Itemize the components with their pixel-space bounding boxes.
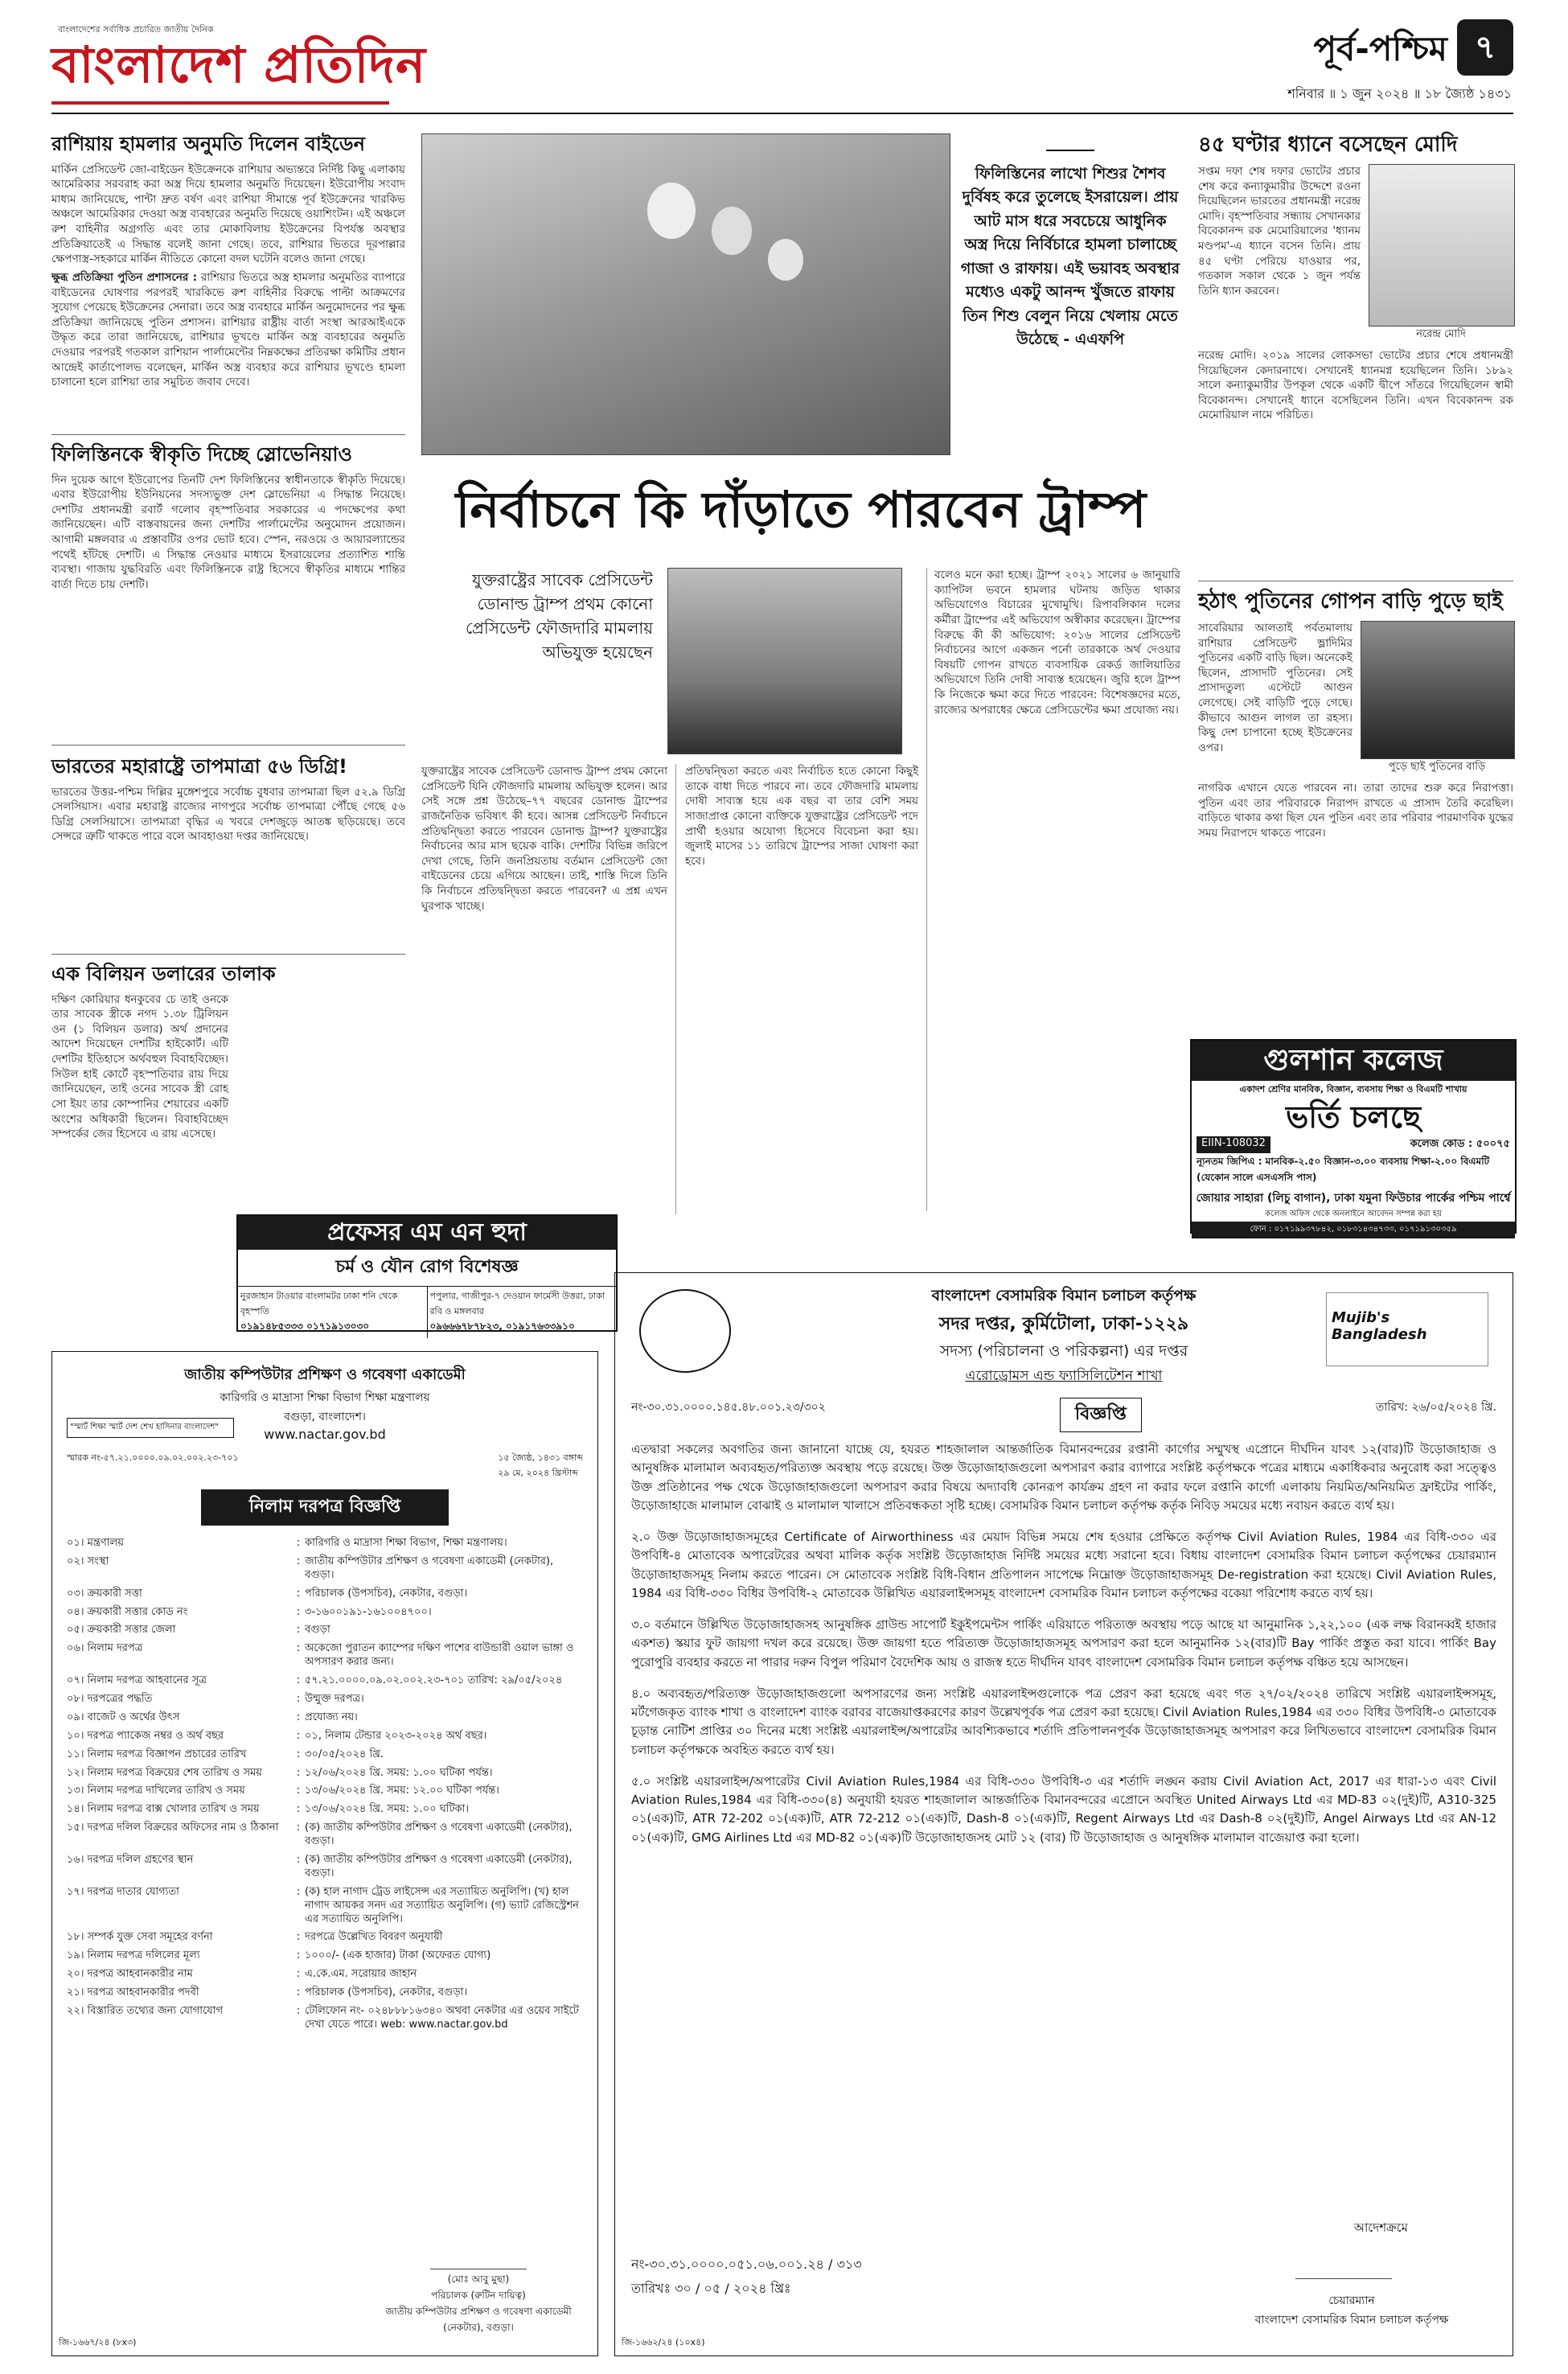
tender-row-colon: : <box>296 1785 301 1797</box>
tender-row-label: ০৪। ক্রয়কারী সত্তার কোড নং <box>67 1605 188 1618</box>
article-biden <box>51 133 405 390</box>
body-trump-1: যুক্তরাষ্ট্রের সাবেক প্রেসিডেন্ট ডোনাল্ড ট্রাম্প প্রথম কোনো প্রেসিডেন্ট যিনি ফৌজদারি মামলায় অভিযুক্ত হলেন। আর সেই সঙ্গে প্রশ্ন উঠেছে–৭৭ বছরের ডোনাল্ড ট্রাম্পের রাজনৈতিক ভবিষ্যৎ কী হবে। আসন্ন প্রেসিডেন্ট নির্বাচনে প্রতিদ্বন্দ্বিতা করতে পারবেন ডোনাল্ড ট্রাম্প? যুক্তরাষ্ট্রের নির্বাচনের আর মাস ছয়েক বাকি। দেশটির বিভিন্ন জরিপে দেখা গেছে, তিনি জনপ্রিয়তায় বর্তমান প্রেসিডেন্ট জো বাইডেনের চেয়ে এগিয়ে আছেন। তাই, শাস্তি দিলে তিনি কি নির্বাচনে প্রতিদ্বন্দ্বিতা করতে পারবেন? এ প্রশ্ন এখন ঘুরপাক খাচ্ছে। <box>421 765 667 913</box>
tender-row-value: জাতীয় কম্পিউটার প্রশিক্ষণ ও গবেষণা একাডেমী (নেকটার), বগুড়া। <box>305 1555 554 1581</box>
tender-row <box>67 1785 583 1798</box>
tender-row <box>67 1642 583 1670</box>
tender-date-1: ১৫ জ্যৈষ্ঠ, ১৪৩১ বঙ্গাব্দ <box>498 1452 583 1463</box>
tender-row-value: ১৩/০৬/২০২৪ খ্রি. সময়: ১২.০০ ঘটিকা পর্যন্ত। <box>305 1785 499 1797</box>
caab-org: বাংলাদেশ বেসামরিক বিমান চলাচল কর্তৃপক্ষ <box>931 1287 1197 1304</box>
tender-row-colon: : <box>296 1766 301 1779</box>
gulshan-phone: ফোন : ০১৭১৯৯৩৭৮৪২, ০১৮৩১৪৩৪৭৩৩, ০১৭১৯১৩০৩৫৯ <box>1192 1222 1515 1238</box>
caab-paragraph: ২.০ উক্ত উড়োজাহাজসমূহের Certificate of Airworthiness এর মেয়াদ বিভিন্ন সময়ে শেষ হওয়ার প্রেক্ষিতে কর্তৃপক্ষ Civil Aviation Rules, 1984 এর বিধি-৩৩০ এর উপবিধি-৪ মোতাবেক অপারেটরের অথবা মালিক কর্তৃক সংশ্লিষ্ট উড়োজাহাজ নির্দিষ্ট সময়ের মধ্যে সরানো হবে। বিধায় বাংলাদেশ বেসামরিক বিমান চলাচল কর্তৃপক্ষের চেয়ারম্যান উড়োজাহাজসমূহ নিলাম করতে পারেন। সে মোতাবেক সংশ্লিষ্ট বিধি-বিধান প্রতিপালন সাপেক্ষে নিম্নোক্ত উড়োজাহাজসমূহ De-registration করা হয়েছে। Civil Aviation Rules, 1984 এর বিধি-৩৩০ বিধির উপবিধি-২ মোতাবেক উল্লিখিত এয়ারলাইন্সসমূহ বাংলাদেশ বেসামরিক বিমান চলাচল কর্তৃপক্ষের বকেয়া পরিশোধ করতে ব্যর্থ হয়। <box>631 1530 1496 1600</box>
tender-row-label: ০৯। বাজেট ও অর্থের উৎস <box>67 1711 180 1723</box>
tender-row-value: ১২/০৬/২০২৪ খ্রি. সময়: ১.০০ ঘটিকা পর্যন্ত। <box>305 1766 493 1779</box>
col-rule-trump-2 <box>926 568 927 1211</box>
tender-row-value: (ক) হাল নাগাদ ট্রেড লাইসেন্স এর সত্যায়িত অনুলিপি। (খ) হাল নাগাদ আয়কর সনদ এর সত্যায়িত অনুলিপি। (গ) ভ্যাট রেজিস্ট্রেশন এর সত্যায়িত অনুলিপি। <box>305 1885 579 1925</box>
tender-row <box>67 1555 583 1583</box>
tender-row-value: ৩-১৬০০১৯১-১৬১০০৪৭০০। <box>305 1605 432 1618</box>
ad-gulshan-college <box>1190 1039 1517 1234</box>
tender-row-value: বগুড়া <box>305 1624 330 1637</box>
body-biden-2 <box>51 270 405 390</box>
tender-ref: স্মারক নং-৫৭.২১.০০০০.০৯.০২.০০২.২৩-৭০১ <box>67 1452 239 1463</box>
tender-row <box>67 1711 583 1725</box>
section-title: পূর্ব-পশ্চিম <box>1313 29 1447 68</box>
photo-modi <box>1369 164 1515 327</box>
tender-row-value: ১০০০/- (এক হাজার) টাকা (অফেরত যোগ্য) <box>305 1949 491 1962</box>
tender-row-colon: : <box>296 1624 301 1637</box>
gulshan-online: কলেজ অফিস থেকে অনলাইনে আবেদন সম্পন্ন করা হয় <box>1265 1209 1442 1218</box>
tender-row <box>67 1674 583 1688</box>
caab-ref: নং-৩০.৩১.০০০০.১৪৫.৪৮.০০১.২৩/৩০২ <box>631 1401 826 1414</box>
page-number: ৭ <box>1457 19 1513 76</box>
tender-row <box>67 1886 583 1927</box>
rule-3 <box>51 954 405 955</box>
caab-paragraph: ৫.০ সংশ্লিষ্ট এয়ারলাইন্স/অপারেটর Civil Aviation Rules,1984 এর বিধি-৩৩০ উপবিধি-৩ এর শর্তাদি লঙ্ঘন করায় Civil Aviation Act, 2017 এর ধারা-১৩ এবং Civil Aviation Rules,1984 এর বিধি-৩৩০(৪) অনুযায়ী হযরত শাহজালাল আন্তর্জাতিক বিমানবন্দরের এপ্রোনে অবস্থিত United Airways Ltd এর MD-83 ০২(দুই)টি, A310-325 ০১(এক)টি, ATR 72-202 ০১(এক)টি, ATR 72-212 ০১(এক)টি, Dash-8 ০১(এক)টি, Regent Airways Ltd এর Dash-8 ০২(দুই)টি, Angel Airways Ltd এর AN-12 ০১(এক)টি, GMG Airlines Ltd এর MD-82 ০১(এক)টি উড়োজাহাজসহ মোট ১২ (বার) টি উড়োজাহাজ ও আনুষঙ্গিক মালামাল বাজেয়াপ্ত করা হলো। <box>631 1773 1496 1845</box>
balloon-1 <box>647 183 696 239</box>
gaza-quote: ফিলিস্তিনের লাখো শিশুর শৈশব দুর্বিষহ করে তুলেছে ইসরায়েল। প্রায় আট মাস ধরে সবচেয়ে আধুনিক অস্ত্র দিয়ে নির্বিচারে হামলা চালাচ্ছে গাজা ও রাফায়। এই ভয়াবহ অবস্থার মধ্যেও একটু আনন্দ খুঁজতে রাফায় তিন শিশু বেলুন নিয়ে খেলায় মেতে উঠেছে - এএফপি <box>960 165 1180 349</box>
balloon-3 <box>768 239 803 281</box>
tender-row <box>67 1537 583 1550</box>
doctor-chamber-1: নুরজাহান টাওয়ার বাংলামটর ঢাকা শনি থেকে বৃহস্পতি <box>240 1291 398 1316</box>
rule-gaza-top <box>1046 150 1094 151</box>
caab-mujib-text: Mujib's Bangladesh <box>1332 1309 1427 1343</box>
gulshan-fees: ন্যূনতম জিপিএ : মানবিক-২.৫০ বিজ্ঞান-৩.০০ ব্যবসায় শিক্ষা-২.০০ বিএমটি (যেকোন সালে এসএসসি পাস) <box>1197 1155 1490 1183</box>
caab-paragraph: ৩.০ বর্তমানে উল্লিখিত উড়োজাহাজসহ আনুষঙ্গিক গ্রাউন্ড সাপোর্ট ইকুইপমেন্টস পার্কিং এরিয়াতে পরিত্যক্ত অবস্থায় পড়ে আছে যা আনুমানিক ১,২২,১০০ (এক লক্ষ বিরানব্বই হাজার একশত) স্কয়ার ফুট জায়গা দখল করে রয়েছে। উক্ত জায়গা হতে পরিত্যক্ত উড়োজাহাজসমূহ অপসারণ করা হলে আনুমানিক ১২(বার)টি Bay পার্কিং প্রস্তুত করা যাবে। পার্কিং Bay পুরোপুরি ব্যবহার করতে না পারার দরুন বিপুল পরিমাণ বৈদেশিক আয় ও রাজস্ব হতে দীর্ঘদিন যাবৎ বাংলাদেশ বেসামরিক বিমান চলাচল কর্তৃপক্ষ বঞ্চিত হয়ে আসছেন। <box>631 1617 1496 1670</box>
tender-row-label: ০৩। ক্রয়কারী সত্তা <box>67 1587 142 1600</box>
article-billion <box>51 963 276 1142</box>
tender-row-colon: : <box>296 1748 301 1760</box>
headline-billion: এক বিলিয়ন ডলারের তালাক <box>51 963 276 985</box>
tender-sign-org: জাতীয় কম্পিউটার প্রশিক্ষণ ও গবেষণা একাডেমী (নেকটার), বগুড়া। <box>385 2306 572 2333</box>
caab-office: সদস্য (পরিচালনা ও পরিকল্পনা) এর দপ্তর <box>939 1342 1188 1360</box>
tender-row-value: কারিগরি ও মাদ্রাসা শিক্ষা বিভাগ, শিক্ষা মন্ত্রণালয়। <box>305 1537 507 1549</box>
tender-row-colon: : <box>296 1931 301 1944</box>
headline-trump: নির্বাচনে কি দাঁড়াতে পারবেন ট্রাম্প <box>455 480 1147 539</box>
caab-sign-org: বাংলাদেশ বেসামরিক বিমান চলাচল কর্তৃপক্ষ <box>1254 2314 1449 2327</box>
gulshan-eiin: EIIN-108032 <box>1197 1136 1270 1153</box>
caab-sign-title: চেয়ারম্যান <box>1328 2294 1375 2307</box>
tender-row-value: টেলিফোন নং- ০২৪৮৮৮১৬৩৪০ অথবা নেকটার এর ওয়েব সাইটে দেখা যেতে পারে। web: www.nactar.gov.bd <box>305 2005 579 2031</box>
tender-row-label: ০২। সংস্থা <box>67 1555 109 1567</box>
doctor-phone-2: ০৯৬৬৬৭৮৭৮২৩, ০১৯১৭৬৩৩৯১০ <box>429 1320 575 1332</box>
tender-slogan: "স্মার্ট শিক্ষা স্মার্ট দেশ শেখ হাসিনার বাংলাদেশ" <box>67 1418 234 1438</box>
masthead-underline <box>51 101 389 105</box>
tender-row-label: ২২। বিস্তারিত তথ্যের জন্য যোগাযোগ <box>67 2005 224 2018</box>
caption-modi: নরেন্দ্র মোদি <box>1416 327 1466 340</box>
tender-row-label: ০৬। নিলাম দরপত্র <box>67 1642 143 1655</box>
tender-row <box>67 1803 583 1817</box>
body-biden: মার্কিন প্রেসিডেন্ট জো-বাইডেন ইউক্রেনকে রাশিয়ার অভ্যন্তরে নির্দিষ্ট কিছু এলাকায় আমেরিকার সরবরাহ করা অস্ত্র দিয়ে হামলার অনুমতি দিয়েছেন। ইউরোপীয় সংবাদ মাধ্যম জানিয়েছে, পান্টা দ্রুত বর্ষণ এবং রাশিয়া সীমান্তে পূর্ব ইউক্রেনের খারকিভ অঞ্চলে আমেরিকার দেওয়া অস্ত্র ব্যবহারের অনুমতি দিয়েছে ওয়াশিংটন। এই অঞ্চলে রুশ বাহিনীর অগ্রগতি এবং তার মোকাবিলায় ইউক্রেনের বিপর্যস্ত অবস্থার প্রতিক্রিয়াতেই এ সিদ্ধান্ত বলেই জানা গেছে। তবে, রাশিয়ার ভিতরে দূরপাল্লার ক্ষেপণাস্ত্র-সহকারে মার্কিন নীতিতে কোনো বদল ঘটেনি বলেও জানা গেছে। <box>51 162 405 266</box>
tender-row-value: পরিচালক (উপসচিব), নেকটার, বগুড়া। <box>305 1587 468 1600</box>
tender-row-colon: : <box>296 1854 301 1867</box>
tender-row-label: ১৮। সম্পর্ক যুক্ত সেবা সমূহের বর্ণনা <box>67 1931 213 1944</box>
tender-ministry: কারিগরি ও মাদ্রাসা শিক্ষা বিভাগ শিক্ষা মন্ত্রণালয় <box>220 1391 430 1404</box>
tender-row-colon: : <box>296 1729 301 1742</box>
tender-web[interactable]: www.nactar.gov.bd <box>264 1427 386 1442</box>
article-slovenia <box>51 444 405 593</box>
tender-row-colon: : <box>296 1986 301 1999</box>
tender-row-value: ১৩/০৬/২০২৪ খ্রি. সময়: ১.০০ ঘটিকা। <box>305 1803 470 1816</box>
tender-row <box>67 1587 583 1601</box>
caab-title: বিজ্ঞপ্তি <box>1060 1398 1142 1432</box>
body-modi: সপ্তম দফা শেষ দফার ভোটের প্রচার শেষ করে কন্যাকুমারীর উদ্দেশে রওনা দিয়েছিলেন ভারতের প্রধানমন্ত্রী নরেন্দ্র মোদি। বৃহস্পতিবার সন্ধ্যায় সেখানকার বিবেকানন্দ রক মেমোরিয়ালের 'ধ্যানম মণ্ডপম'-এ ধ্যানে বসেন তিনি। প্রায় ৪৫ ঘণ্টা পেরিয়ে যাওয়ার পর, গতকাল সকাল থেকে ১ জুন পর্যন্ত তিনি ধ্যান করবেন। <box>1198 164 1361 298</box>
tender-row-label: ২১। দরপত্র আহবানকারীর পদবী <box>67 1986 199 1999</box>
tender-row <box>67 1822 583 1849</box>
tender-row-value: (ক) জাতীয় কম্পিউটার প্রশিক্ষণ ও গবেষণা একাডেমী (নেকটার), বগুড়া। <box>305 1854 573 1879</box>
gulshan-code: কলেজ কোড : ৫০০৭৫ <box>1410 1137 1510 1150</box>
tender-row <box>67 1624 583 1637</box>
tender-row-label: ১২। নিলাম দরপত্র বিক্রয়ের শেষ তারিখ ও সময় <box>67 1766 262 1779</box>
tender-row-colon: : <box>296 1587 301 1600</box>
tender-row <box>67 1748 583 1762</box>
tender-notice <box>51 1351 598 2356</box>
caab-ref-2: নং-৩০.৩১.০০০০.০৫১.০৬.০০১.২৪ / ৩১৩ <box>631 2257 862 2272</box>
tender-row-label: ১১। নিলাম দরপত্র বিজ্ঞাপন প্রচারের তারিখ <box>67 1748 247 1760</box>
tender-row-value: এ.কে.এম. সরোয়ার জাহান <box>305 1968 417 1981</box>
tender-row <box>67 1931 583 1945</box>
tender-row-label: ০৮। দরপত্রের পদ্ধতি <box>67 1693 153 1706</box>
tender-row-colon: : <box>296 1822 301 1834</box>
article-gaza <box>960 133 1180 352</box>
tender-location: বগুড়া, বাংলাদেশ। <box>284 1411 366 1423</box>
doctor-name: প্রফেসর এম এন হুদা <box>238 1216 616 1250</box>
tender-row-label: ০৭। নিলাম দরপত্র আহবানের সূত্র <box>67 1674 207 1687</box>
caab-date-2: তারিখঃ ৩০ / ০৫ / ২০২৪ খ্রিঃ <box>631 2281 791 2296</box>
tender-row <box>67 1968 583 1982</box>
tender-row <box>67 1854 583 1881</box>
tender-row-label: ১৩। নিলাম দরপত্র দাখিলের তারিখ ও সময় <box>67 1785 245 1797</box>
caab-code: জি-১৬৬২/২৪ (১০x৪) <box>622 2337 705 2347</box>
rule-1 <box>51 434 405 435</box>
tender-row-colon: : <box>296 1885 301 1898</box>
tender-table <box>67 1537 583 2032</box>
body-biden-2-text: রাশিয়ার ভিতরে অস্ত্র হামলার অনুমতির ব্যাপারে বাইডেনের ঘোষণার পরপরই খারকিভে রুশ বাহিনীর বিরুদ্ধে পাল্টা আক্রমণের সুযোগ পেয়েছে ইউক্রেনের সেনারা। তবে অস্ত্র ব্যবহারে মার্কিন অনুমোদনের পর ক্ষুব্ধ প্রতিক্রিয়া জানিয়েছে পুতিন প্রশাসন। রাশিয়ার রাষ্ট্রীয় বার্তা সংস্থা আরআইএকে উদ্ধৃত করে তারা জানিয়েছে, রাশিয়ার ভূখণ্ডে মার্কিন অস্ত্র ব্যবহারের অনুমতি দেওয়ার পরপরই গতকাল রাশিয়ান পার্লামেন্টের নিম্নকক্ষের প্রতিরক্ষা কমিটির প্রধান আন্দ্রেই কার্তাপোলভ বলেছেন, মার্কিন অস্ত্র ব্যবহার করে রাশিয়ার ভূখণ্ডে হামলা চালানো হলে রাশিয়া তার সমুচিত জবাব দেবে। <box>51 270 405 389</box>
tender-row <box>67 1693 583 1707</box>
gulshan-admission: ভর্তি চলছে <box>1285 1099 1422 1135</box>
tender-row-label: ১৯। নিলাম দরপত্র দলিলের মূল্য <box>67 1949 200 1962</box>
tender-signature <box>430 2245 527 2269</box>
caab-date: তারিখ: ২৬/০৫/২০২৪ খ্রি. <box>1375 1401 1496 1414</box>
tender-row-label: ১০। দরপত্র প্যাকেজ নম্বর ও অর্থ বছর <box>67 1729 224 1742</box>
tender-row <box>67 1767 583 1780</box>
caab-body <box>631 1440 1496 1847</box>
article-putin <box>1198 590 1513 840</box>
tender-row-label: ১৪। নিলাম দরপত্র বাক্স খোলার তারিখ ও সময় <box>67 1803 260 1816</box>
body-trump-2: প্রতিদ্বন্দ্বিতা করতে এবং নির্বাচিত হতে কোনো কিছুই তাকে বাধা দিতে পারবে না। তবে ফৌজদারি মামলায় দোষী সাব্যস্ত হয়ে এক বছর বা তার বেশি সময় সাজাপ্রাপ্ত কোনো ব্যক্তিকে যুক্তরাষ্ট্রের প্রেসিডেন্ট পদে প্রার্থী হওয়ার অযোগ্য হিসেবে বিবেচনা করা হয়। জুলাই মাসের ১১ তারিখে ট্রাম্পের সাজা ঘোষণা করা হবে। <box>685 765 918 868</box>
tender-row-colon: : <box>296 1674 301 1687</box>
trump-intro: যুক্তরাষ্ট্রের সাবেক প্রেসিডেন্ট ডোনাল্ড ট্রাম্প প্রথম কোনো প্রেসিডেন্ট ফৌজদারি মামলায় অভিযুক্ত হয়েছেন <box>465 570 653 662</box>
headline-putin: হঠাৎ পুতিনের গোপন বাড়ি পুড়ে ছাই <box>1198 589 1503 614</box>
tender-row-value: দরপত্রে উল্লেখিত বিবরণ অনুযায়ী <box>305 1931 443 1944</box>
body-modi-2: নরেন্দ্র মোদি। ২০১৯ সালের লোকসভা ভোটের প্রচার শেষে প্রধানমন্ত্রী গিয়েছিলেন কেদারনাথে। সেখানেই ধ্যানমগ্ন হয়েছিলেন তিনি। ১৮৯২ সালে কন্যাকুমারীর উপকূল থেকে একটি দ্বীপে সাঁতরে গিয়েছিলেন স্বামী বিবেকানন্দ। সেখানেই ধ্যানে বসেছিলেন তিনি। এখন বিবেকানন্দ রক মেমোরিয়াল নামে পরিচিত। <box>1198 348 1513 422</box>
photo-trump <box>667 568 902 754</box>
headline-modi: ৪৫ ঘণ্টার ধ্যানে বসেছেন মোদি <box>1198 133 1458 157</box>
body-trump-3: বলেও মনে করা হচ্ছে। ট্রাম্প ২০২১ সালের ৬ জানুয়ারি ক্যাপিটল ভবনে হামলার ঘটনায় জড়িত থাকার অভিযোগেও বিচারের মুখোমুখি। রিপাবলিকান দলের কর্মীরা ট্রাম্পের এই অভিযোগ অস্বীকার করেছেন। ট্রাম্পের বিরুদ্ধে কী কী অভিযোগ: ২০১৬ সালের প্রেসিডেন্ট নির্বাচনের আগে একজন পর্নো তারকাকে অর্থ দেওয়ার বিষয়টি গোপন রাখতে ব্যবসায়িক রেকর্ড জালিয়াতির অভিযোগে তিনি দোষী সাব্যস্ত হয়েছেন। জুরি হলে ট্রাম্প কি নিজেকে ক্ষমা করে দিতে পারবেন: বিশেষজ্ঞদের মতে, রাজ্যের অপরাধের ক্ষেত্রে প্রেসিডেন্টের ক্ষমা প্রযোজ্য নয়। <box>934 569 1180 717</box>
tender-row-colon: : <box>296 1555 301 1567</box>
caab-order: আদেশক্রমে <box>1353 2220 1408 2235</box>
caab-signature <box>1295 2246 1392 2279</box>
body-heatwave: ভারতের উত্তর-পশ্চিম দিল্লির মুঙ্গেশপুরে সর্বোচ্চ বুধবার তাপমাত্রা ছিল ৫২.৯ ডিগ্রি সেলসিয়াস। এবার মহারাষ্ট্র রাজ্যের নাগপুরে সর্বোচ্চ তাপমাত্রা পৌঁছে গেছে ৫৬ ডিগ্রি সেলসিয়াসে। তাপমাত্রা বৃদ্ধির এ খবরে দেশজুড়ে আতঙ্ক ছড়িয়েছে। তবে সেন্সরে ত্রুটি থাকতে পারে বলে আবহাওয়া দপ্তর জানিয়েছে। <box>51 785 405 844</box>
tender-row-colon: : <box>296 1642 301 1655</box>
caab-logo <box>639 1289 731 1373</box>
masthead-rule <box>51 113 1513 114</box>
tender-row-value: পরিচালক (উপসচিব), নেকটার, বগুড়া। <box>305 1986 468 1999</box>
tender-title: নিলাম দরপত্র বিজ্ঞপ্তি <box>201 1489 449 1526</box>
caab-hq: সদর দপ্তর, কুর্মিটোলা, ঢাকা-১২২৯ <box>938 1314 1189 1334</box>
tender-row-colon: : <box>296 1949 301 1962</box>
doctor-specialty: চর্ম ও যৌন রোগ বিশেষজ্ঞ <box>335 1257 519 1277</box>
tender-row <box>67 2005 583 2032</box>
tender-row-colon: : <box>296 1711 301 1723</box>
photo-putin-house <box>1361 621 1515 759</box>
doctor-chamber-2: পপুলার, গাজীপুর-৭ দেওয়ান ফার্মেসী উত্তরা, ঢাকা রবি ও মঙ্গলবার <box>429 1291 605 1316</box>
body-slovenia: দিন দুয়েক আগে ইউরোপের তিনটি দেশ ফিলিস্তিনের স্বাধীনতাকে স্বীকৃতি দিয়েছে। এবার ইউরোপীয় ইউনিয়নের সদস্যভুক্ত দেশ স্লোভেনিয়া এ সিদ্ধান্ত নিয়েছে। দেশটির প্রধানমন্ত্রী রবার্ট গলোব বৃহস্পতিবার সরকারের এ পদক্ষেপের কথা জানিয়েছেন। এটি বাস্তবায়নের জন্য দেশটির পার্লামেন্টের অনুমোদন প্রয়োজন। আগামী মঙ্গলবার এ প্রস্তাবটির ওপর ভোট হবে। স্পেন, নরওয়ে ও আয়ারল্যান্ডের পথেই হাঁটছে দেশটি। এ সিদ্ধান্ত নেওয়ার মাধ্যমে ইসরায়েলের প্রত্যাশিত শান্তি ব্যবস্থা। গাজায় যুদ্ধবিরতি এবং ফিলিস্তিনকে রাষ্ট্র হিসেবে স্বীকৃতির মাধ্যমে শান্তির বার্তা দিতে চায় দেশটি। <box>51 473 405 591</box>
tender-row-value: ৩০/০৫/২০২৪ খ্রি. <box>305 1748 384 1760</box>
body-putin-2: নাগরিক এখানে যেতে পারবেন না। তারা তাদের শুরু করে নিরাপত্তা। পুতিন এবং তার পরিবারকে নিরাপদ রাখতে এ প্রাসাদ তৈরি করেছিল। বাড়িতে থাকার কথা ছিল যেন পুতিন এবং তার পরিবার পারমাণবিক যুদ্ধের সময় নিরাপদে থাকতে পারেন। <box>1198 781 1513 840</box>
headline-heatwave: ভারতের মহারাষ্ট্রে তাপমাত্রা ৫৬ ডিগ্রি! <box>51 755 347 778</box>
doctor-phone-1: ০১৯১৪৮৫৩৩৩ ০১৭১৯১৩০৩০ <box>240 1320 370 1332</box>
tender-row-value: প্রযোজ্য নয়। <box>305 1711 358 1723</box>
caab-paragraph: এতদ্বারা সকলের অবগতির জন্য জানানো যাচ্ছে যে, হযরত শাহজালাল আন্তর্জাতিক বিমানবন্দরের রপ্তানী কার্গোর সম্মুখস্থ এপ্রোনে দীর্ঘদিন যাবৎ ১২(বার)টি উড়োজাহাজ ও আনুষঙ্গিক মালামাল অব্যবহৃত/পরিত্যক্ত অবস্থায় পড়ে রয়েছে। উক্ত উড়োজাহাজগুলো অপসারণ করার ব্যাপারে সংশ্লিষ্ট কর্তৃপক্ষকে পত্রের মাধ্যমে একাধিকবার অনুরোধ করা সত্ত্বেও উক্ত প্রতিষ্ঠানের পক্ষ থেকে উড়োজাহাজগুলো অপসারণ করার বিষয়ে অদ্যাবধি কোনরূপ কার্যক্রম গ্রহণ না করার ফলে রপ্তানি কার্গো এলাকায় নিয়মিত/অনিয়মিত ফ্রাইটের পার্কিং, উড়োজাহাজে মালামাল বোঝাই ও মালামাল খালাসে প্রতিবন্ধকতা সৃষ্টি হচ্ছে। বেসামরিক বিমান চলাচল কর্তৃপক্ষ কর্তৃক নিবিড় সময়ের মধ্যে নবায়ন করতে ব্যর্থ হয়। <box>631 1442 1496 1513</box>
tender-row-colon: : <box>296 1803 301 1816</box>
caab-branch: এরোড্রোমস এন্ড ফ্যাসিলিটেশন শাখা <box>965 1368 1163 1384</box>
tender-sign-title: পরিচালক (রুটিন দায়িত্ব) <box>431 2290 526 2301</box>
tender-row-label: ২০। দরপত্র আহবানকারীর নাম <box>67 1968 193 1981</box>
tender-row-label: ১৬। দরপত্র দলিল গ্রহণের স্থান <box>67 1854 194 1867</box>
tender-row <box>67 1730 583 1744</box>
col-rule-trump-1 <box>675 764 676 1214</box>
caab-notice <box>614 1272 1513 2356</box>
masthead-tagline: বাংলাদেশের সর্বাধিক প্রচারিত জাতীয় দৈনিক <box>58 24 214 35</box>
tender-row-label: ১৫। দরপত্র দলিল বিক্রয়ের অফিসের নাম ও ঠিকানা <box>67 1822 279 1834</box>
article-modi <box>1198 133 1513 423</box>
tender-row-label: ০৫। ক্রয়কারী সত্তার জেলা <box>67 1624 176 1637</box>
caab-mujib-logo <box>1326 1292 1488 1366</box>
tender-row-colon: : <box>296 1537 301 1549</box>
caption-putin: পুড়ে ছাই পুতিনের বাড়ি <box>1388 760 1486 773</box>
gulshan-address: জোয়ার সাহারা (লিচু বাগান), ঢাকা যমুনা ফিউচার পার্কের পশ্চিম পার্শ্বে <box>1196 1191 1511 1205</box>
body-billion: দক্ষিণ কোরিয়ার ধনকুবের চে তাই ওনকে তার সাবেক স্ত্রীকে নগদ ১.৩৮ ট্রিলিয়ন ওন (১ বিলিয়ন ডলার) অর্থ প্রদানের আদেশ দিয়েছেন দেশটির হাইকোর্ট। এটি দেশটির ইতিহাসে অর্থবহুল বিবাহবিচ্ছেদ। সিউল হাই কোর্টে বৃহস্পতিবার রায় দিয়ে জানিয়েছেন, তাই ওনের সাবেক স্ত্রী রোহ সো ইয়ং তার কোম্পানির শেয়ারের একটি অংশের অধিকারী ছিলেন। বিবাহবিচ্ছেদ সম্পর্কের জের হিসেবে এ রায় এসেছে। <box>51 992 228 1141</box>
tender-row-label: ০১। মন্ত্রণালয় <box>67 1537 124 1549</box>
tender-row-value: (ক) জাতীয় কম্পিউটার প্রশিক্ষণ ও গবেষণা একাডেমী (নেকটার), বগুড়া। <box>305 1822 573 1848</box>
tender-row-colon: : <box>296 1968 301 1981</box>
balloon-2 <box>712 207 752 255</box>
tender-row <box>67 1606 583 1620</box>
tender-row-value: অকেজো পুরাতন ক্যাম্পের দক্ষিণ পাশের বাউন্ডারী ওয়াল ভাঙ্গা ও অপসারণ করার জন্য। <box>305 1642 574 1669</box>
tender-row-colon: : <box>296 1693 301 1706</box>
tender-row <box>67 1949 583 1963</box>
photo-gaza-children <box>421 133 950 455</box>
gulshan-sub: একাদশ শ্রেণির মানবিক, বিজ্ঞান, ব্যবসায় শিক্ষা ও বিএমটি শাখায় <box>1239 1084 1467 1095</box>
dateline: শনিবার ॥ ১ জুন ২০২৪ ॥ ১৮ জ্যৈষ্ঠ ১৪৩১ <box>1287 86 1512 101</box>
article-heatwave <box>51 756 405 844</box>
tender-row-label: ১৭। দরপত্র দাতার যোগ্যতা <box>67 1885 179 1898</box>
tender-row-colon: : <box>296 1605 301 1618</box>
ad-doctor <box>236 1214 618 1332</box>
tender-row-value: ০১, নিলাম টেন্ডার ২০২৩-২০২৪ অর্থ বছর। <box>305 1729 487 1742</box>
tender-row <box>67 1986 583 2000</box>
tender-sign-name: (মোঃ আবু মুছা) <box>447 2273 510 2285</box>
tender-date-2: ২৯ মে, ২০২৪ খ্রিস্টাব্দ <box>498 1468 578 1478</box>
masthead-title: বাংলাদেশ প্রতিদিন <box>51 35 426 94</box>
headline-biden: রাশিয়ায় হামলার অনুমতি দিলেন বাইডেন <box>51 133 365 155</box>
tender-row-colon: : <box>296 2005 301 2018</box>
tender-row-value: উন্মুক্ত দরপত্র। <box>305 1693 364 1706</box>
subhead-biden: ক্ষুব্ধ প্রতিক্রিয়া পুতিন প্রশাসনের : <box>51 270 197 284</box>
gulshan-name: গুলশান কলেজ <box>1192 1041 1515 1081</box>
tender-row-value: ৫৭.২১.০০০০.০৯.০২.০০২.২৩-৭০১ তারিখ: ২৯/০৫/২০২৪ <box>305 1674 563 1687</box>
headline-slovenia: ফিলিস্তিনকে স্বীকৃতি দিচ্ছে স্লোভেনিয়াও <box>51 443 353 466</box>
tender-org: জাতীয় কম্পিউটার প্রশিক্ষণ ও গবেষণা একাডেমী <box>184 1366 466 1383</box>
tender-code: জি-১৬৬৭/২৪ (৮x৩) <box>59 2337 137 2347</box>
caab-paragraph: ৪.০ অব্যবহৃত/পরিত্যক্ত উড়োজাহাজগুলো অপসারণের জন্য সংশ্লিষ্ট এয়ারলাইন্সগুলোকে পত্র প্রেরণ করা হয়েছে এবং গত ২৭/০২/২০২৪ তারিখে সংশ্লিষ্ট এয়ারলাইন্সসমূহ, মর্টগেজকৃত ব্যাংক শাখা ও বাংলাদেশ ব্যাংক বরাবর বাজেয়াপ্তকরণের কারণ উল্লেখপূর্বক পত্র প্রেরণ করা হয়েছে। Civil Aviation Rules,1984 এর ৩৩০ বিধির উপবিধি-৩ মোতাবেক চূড়ান্ত নোটিশ প্রাপ্তির ৩০ দিনের মধ্যে সংশ্লিষ্ট এয়ারলাইন্স/অপারেটর আবশ্যিকভাবে শর্তাদি প্রতিপালনপূর্বক উড়োজাহাজসমূহ অপসারণ করে লিখিতভাবে বাংলাদেশ বেসামরিক বিমান চলাচল কর্তৃপক্ষকে অবহিত করতে ব্যর্থ হয়। <box>631 1686 1496 1757</box>
body-putin: সাবেরিয়ার আলতাই পর্বতমালায় রাশিয়ার প্রেসিডেন্ট ভ্লাদিমির পুতিনের একটি বাড়ি ছিল। অনেকেই ছিলেন, প্রাসাদটি পুতিনের। সেই প্রাসাদতুল্য এস্টেটে আগুন লেগেছে। সেই বাড়িটি পুড়ে গেছে। কীভাবে আগুন লাগল তা রহস্য। কিছু দেশ চাপানো হচ্ছে ইউক্রেনের ওপর। <box>1198 621 1353 754</box>
